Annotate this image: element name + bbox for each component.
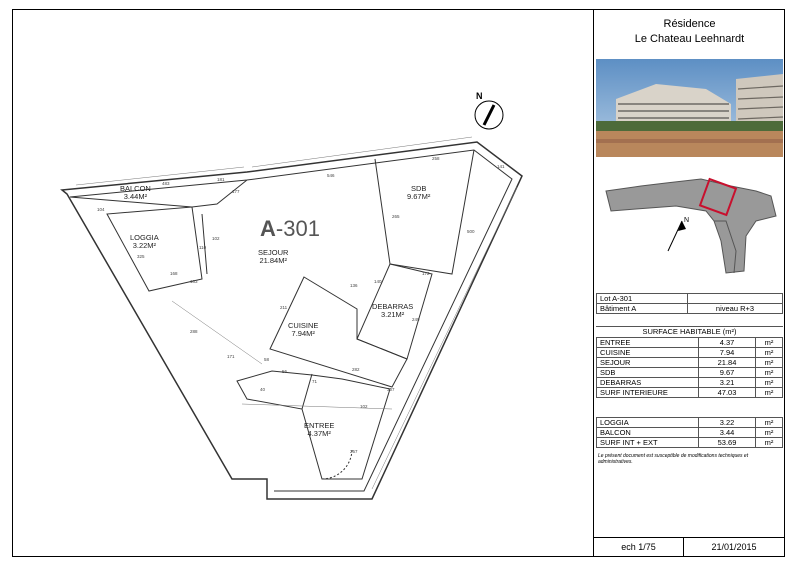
- room-name: BALCON: [120, 184, 151, 193]
- title-line-1: Résidence: [663, 18, 716, 30]
- building-photo: [596, 59, 783, 157]
- lot-info-table: [596, 293, 783, 314]
- north-arrow-icon: [475, 101, 503, 129]
- dimension-label: 265: [392, 214, 400, 219]
- surface-value: 21.84: [699, 358, 756, 368]
- surface-unit: m²: [756, 428, 783, 438]
- room-area: 9.67M²: [407, 192, 431, 201]
- room-name: ENTREE: [304, 421, 335, 430]
- surface-row: [597, 368, 783, 378]
- surface-value: 3.21: [699, 378, 756, 388]
- surface-value: 47.03: [699, 388, 756, 398]
- surface-unit: m²: [756, 388, 783, 398]
- level-label: niveau R+3: [688, 304, 783, 314]
- room-name: SDB: [410, 184, 427, 193]
- room-area: 7.94M²: [291, 329, 315, 338]
- room-debarras: [372, 303, 413, 319]
- dimension-label: 249: [412, 317, 420, 322]
- lot-code-prefix: A: [260, 216, 276, 241]
- dimension-label: 288: [190, 329, 198, 334]
- surface-label: ENTREE: [597, 338, 699, 348]
- key-plan-north-label: N: [684, 217, 690, 224]
- surface-unit: m²: [756, 358, 783, 368]
- room-area: 3.44M²: [123, 192, 148, 201]
- lot-label: Lot A-301: [597, 294, 688, 304]
- dimension-label: 136: [350, 283, 358, 288]
- surface-ext-table: [596, 417, 783, 448]
- surface-label: SDB: [597, 368, 699, 378]
- surface-row: [597, 418, 783, 428]
- surface-label: CUISINE: [597, 348, 699, 358]
- footer: [594, 537, 785, 557]
- room-name: SEJOUR: [258, 248, 289, 257]
- title-block: [593, 9, 785, 557]
- key-plan-drawing: [596, 161, 783, 291]
- dimension-label: 483: [162, 181, 170, 186]
- room-loggia: [130, 234, 159, 250]
- dimension-label: 110: [199, 245, 207, 250]
- dimension-label: 171: [227, 354, 235, 359]
- room-sejour: [258, 249, 288, 265]
- surface-unit: m²: [756, 368, 783, 378]
- dimension-label: 500: [467, 229, 475, 234]
- dimension-label: 258: [432, 156, 440, 161]
- building-label: Bâtiment A: [597, 304, 688, 314]
- disclaimer-text: Le présent document est susceptible de modifications techniques et administratives.: [598, 453, 749, 465]
- dimension-label: 257: [350, 449, 358, 454]
- key-plan: [596, 161, 783, 291]
- surface-label: DEBARRAS: [597, 378, 699, 388]
- floor-plan: [12, 9, 593, 557]
- room-balcon: [120, 185, 151, 201]
- dimension-label: 325: [137, 254, 145, 259]
- room-area: 21.84M²: [259, 256, 287, 265]
- room-area: 4.37M²: [307, 429, 331, 438]
- surface-row: [597, 348, 783, 358]
- surface-unit: m²: [756, 438, 783, 448]
- date-label: 21/01/2015: [711, 542, 757, 552]
- room-cuisine: [288, 322, 318, 338]
- room-name: CUISINE: [288, 321, 319, 330]
- surface-value: 9.67: [699, 368, 756, 378]
- room-name: LOGGIA: [130, 233, 159, 242]
- surface-value: 4.37: [699, 338, 756, 348]
- surface-value: 3.22: [699, 418, 756, 428]
- surface-title: SURFACE HABITABLE (m²): [596, 326, 783, 338]
- floor-plan-drawing: [12, 9, 593, 557]
- north-label: N: [476, 91, 483, 101]
- title-line-2: Le Chateau Leehnardt: [634, 33, 745, 45]
- surface-unit: m²: [756, 378, 783, 388]
- surface-value: 7.94: [699, 348, 756, 358]
- surface-row: [597, 358, 783, 368]
- surface-row: [597, 338, 783, 348]
- surface-label: SEJOUR: [597, 358, 699, 368]
- surface-table: [596, 337, 783, 398]
- surface-value: 3.44: [699, 428, 756, 438]
- room-entree: [304, 422, 334, 438]
- building-photo-image: [596, 59, 783, 157]
- dimension-label: 181: [217, 177, 225, 182]
- lot-code-number: -301: [275, 216, 320, 241]
- surface-label: LOGGIA: [597, 418, 699, 428]
- surface-row: [597, 388, 783, 398]
- surface-value: 53.69: [699, 438, 756, 448]
- dimension-label: 102: [360, 404, 368, 409]
- surface-row: [597, 428, 783, 438]
- surface-row: [597, 378, 783, 388]
- surface-label: SURF INT + EXT: [597, 438, 699, 448]
- dimension-label: 102: [212, 236, 220, 241]
- lot-empty-cell: [688, 294, 783, 304]
- room-name: DEBARRAS: [372, 302, 414, 311]
- room-area: 3.21M²: [380, 310, 405, 319]
- surface-unit: m²: [756, 348, 783, 358]
- dimension-label: 183: [190, 279, 198, 284]
- dimension-label: 141: [497, 164, 505, 169]
- dimension-label: 211: [280, 305, 288, 310]
- dimension-label: 546: [327, 173, 335, 178]
- dimension-label: 56: [282, 369, 288, 374]
- surface-unit: m²: [756, 418, 783, 428]
- dimension-label: 307: [387, 387, 395, 392]
- scale-label: ech 1/75: [594, 538, 684, 557]
- residence-title: [594, 9, 785, 59]
- dimension-label: 168: [170, 271, 178, 276]
- dimension-label: 58: [264, 357, 270, 362]
- surface-unit: m²: [756, 338, 783, 348]
- dimension-label: 172: [422, 271, 430, 276]
- surface-label: BALCON: [597, 428, 699, 438]
- surface-label: SURF INTERIEURE: [597, 388, 699, 398]
- dimension-label: 140: [374, 279, 382, 284]
- dimension-label: 40: [260, 387, 266, 392]
- dimension-label: 282: [352, 367, 360, 372]
- lot-code: [260, 216, 320, 242]
- dimension-label: 177: [232, 189, 240, 194]
- surface-row: [597, 438, 783, 448]
- room-sdb: [407, 185, 430, 201]
- dimension-label: 104: [97, 207, 105, 212]
- dimension-label: 71: [312, 379, 318, 384]
- room-area: 3.22M²: [132, 241, 157, 250]
